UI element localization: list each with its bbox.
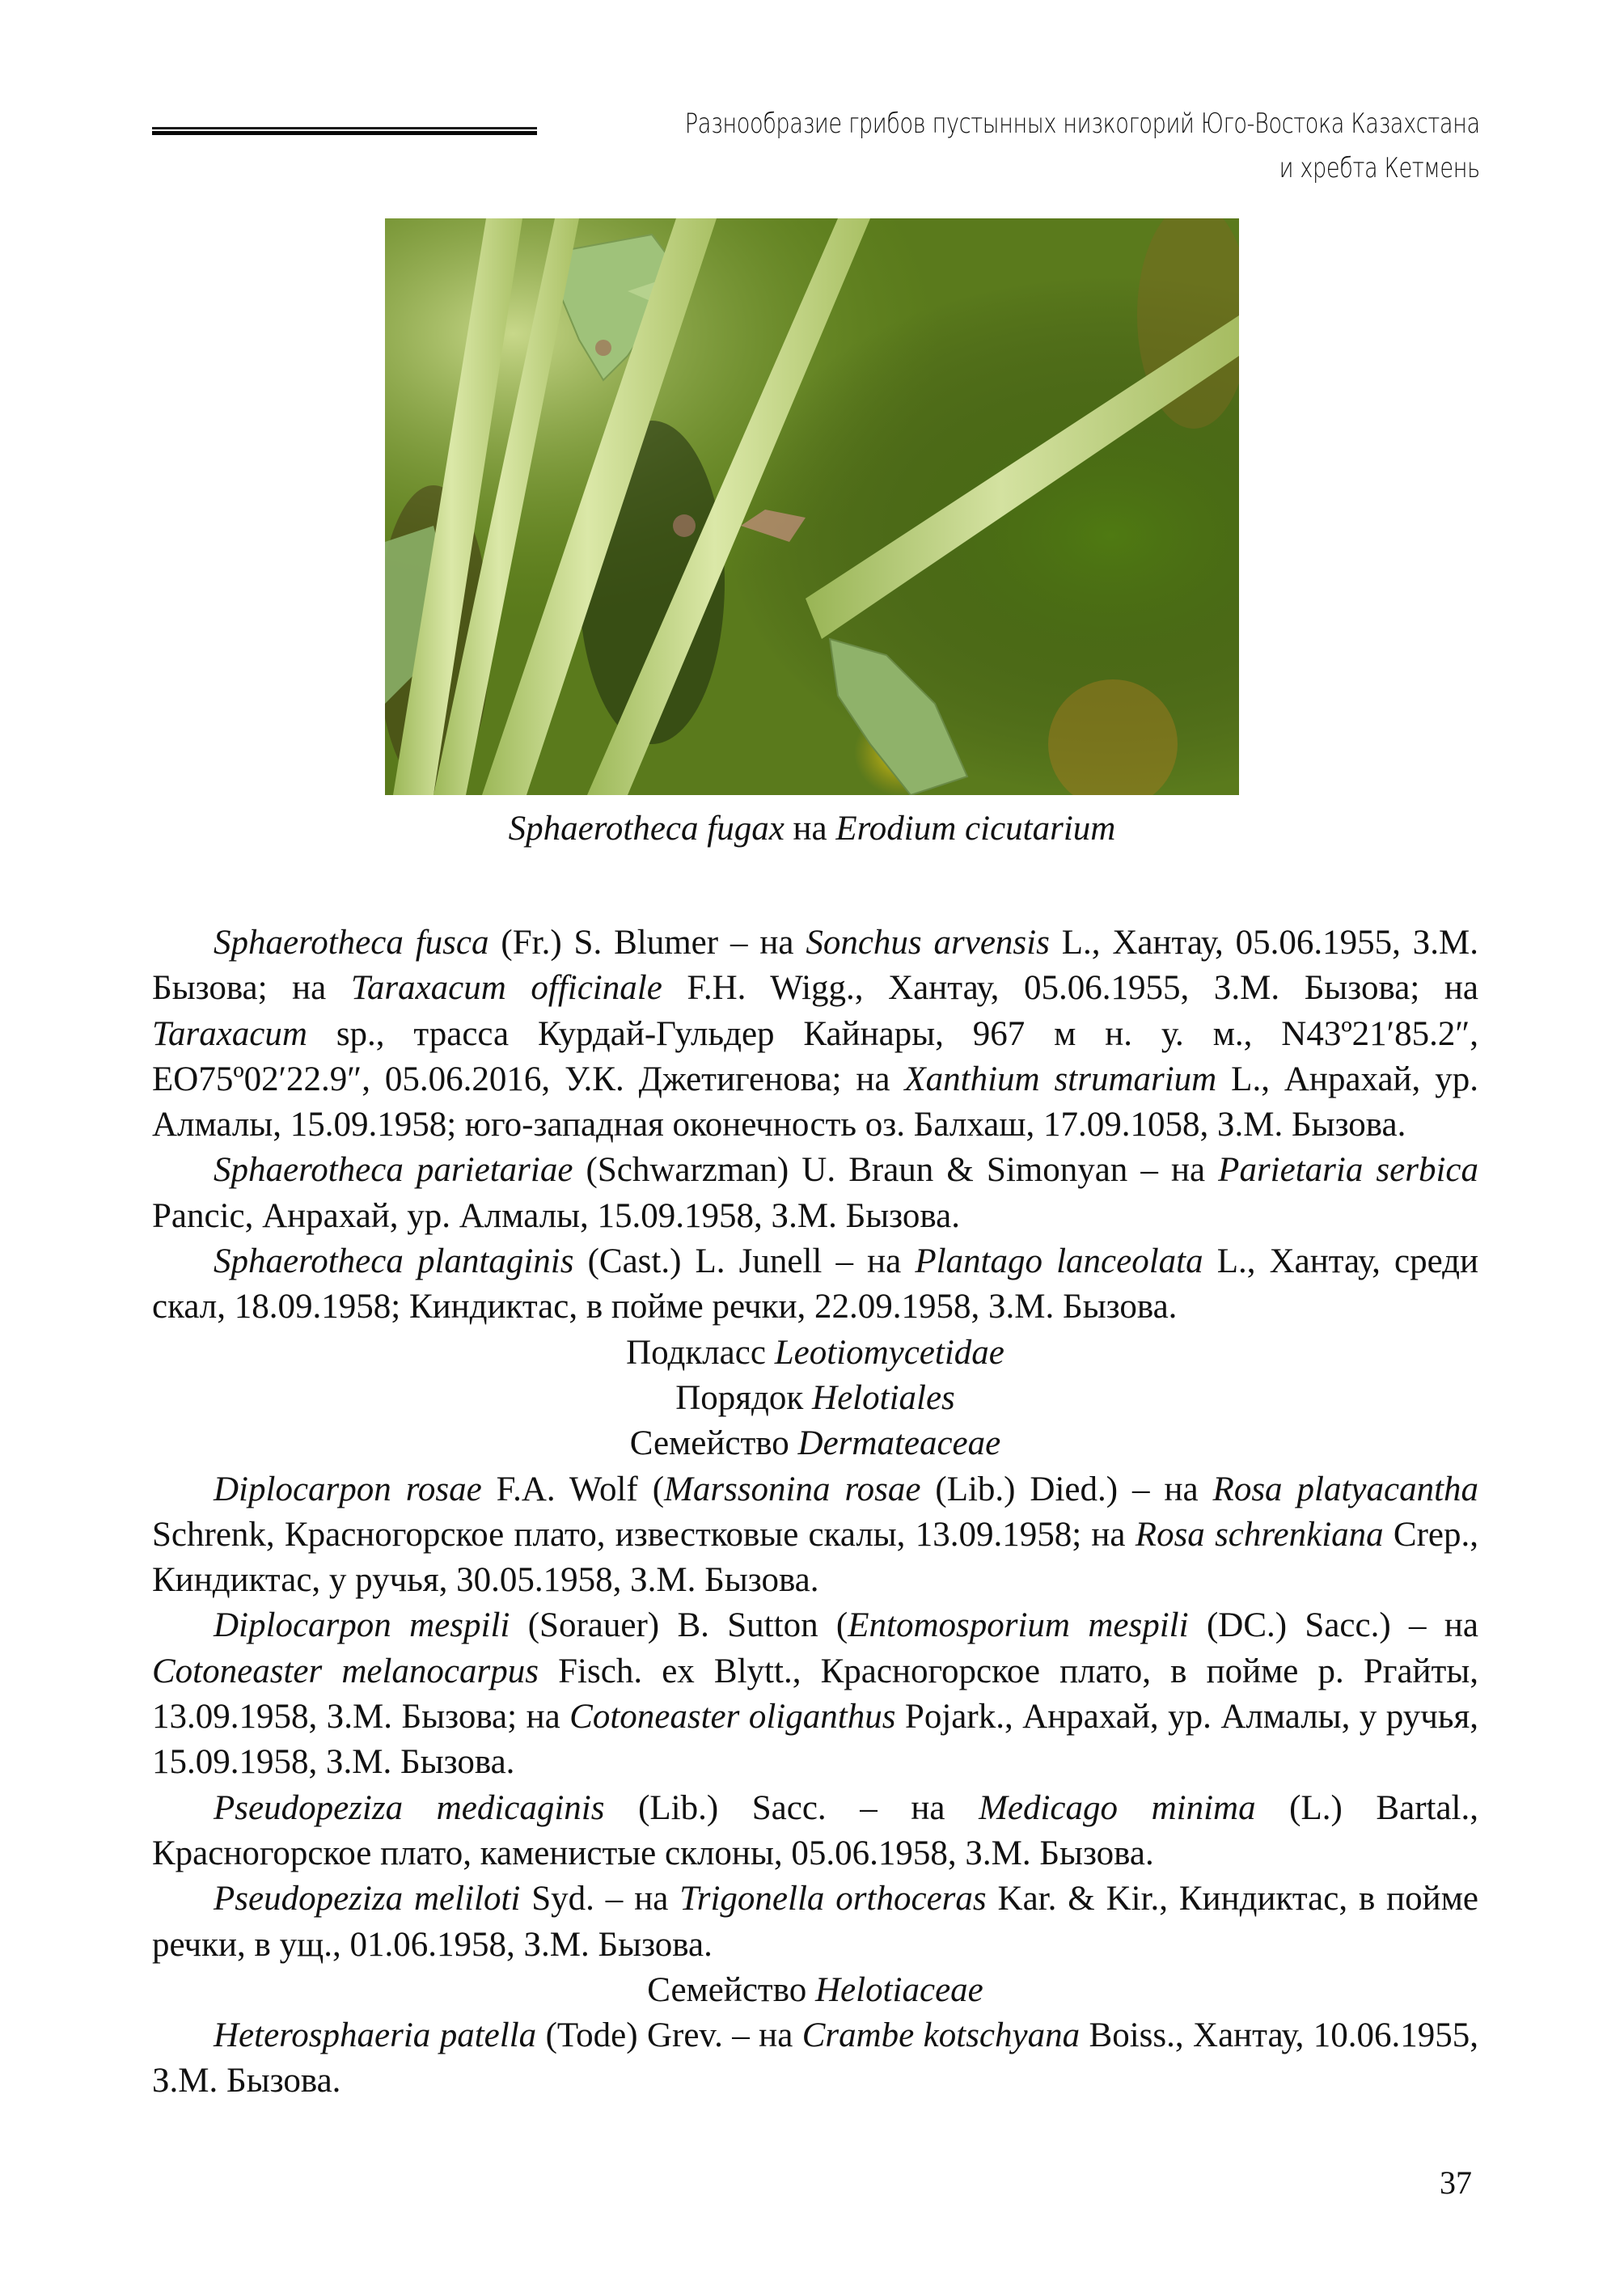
- latin-name: Rosa schrenkiana: [1135, 1515, 1384, 1554]
- header-rule-thin: [152, 127, 537, 129]
- latin-name: Diplocarpon mespili: [214, 1606, 510, 1645]
- latin-name: Taraxacum officinale: [350, 969, 662, 1008]
- entry-text: F.A. Wolf (: [481, 1470, 665, 1508]
- latin-name: Medicago minima: [979, 1788, 1256, 1827]
- entry-text: Fisch. ex Blytt., Красногорское плато, в пойме р. Ргайты, 13.09.1958, З.М. Бызова; на: [152, 1652, 1478, 1737]
- latin-name: Sphaerotheca fusca: [214, 924, 489, 962]
- taxon-heading: [152, 1331, 1478, 1376]
- latin-name: Plantago lanceolata: [915, 1242, 1203, 1281]
- latin-name: Pseudopeziza medicaginis: [214, 1788, 605, 1827]
- latin-name: Pseudopeziza meliloti: [214, 1880, 521, 1919]
- entry-text: Pojark., Анрахай, ур. Алмалы, у ручья, 15.09.1958, З.М. Бызова.: [152, 1698, 1478, 1782]
- species-entry: [152, 920, 1478, 1148]
- latin-name: Cotoneaster oliganthus: [569, 1698, 896, 1737]
- running-head-line-1: Разнообразие грибов пустынных низкогорий Юго-Востока Казахстана: [684, 108, 1480, 140]
- latin-name: Taraxacum: [152, 1014, 307, 1053]
- latin-name: Parietaria serbica: [1218, 1151, 1479, 1190]
- latin-name: Entomosporium mespili: [848, 1606, 1189, 1645]
- species-entry: [152, 1467, 1478, 1604]
- latin-name: Diplocarpon rosae: [214, 1470, 482, 1508]
- latin-name: Sphaerotheca plantaginis: [214, 1242, 574, 1281]
- figure-photo: [385, 218, 1239, 795]
- entry-text: (Lib.) Sacc. – на: [604, 1788, 979, 1827]
- entry-text: (Fr.) S. Blumer – на: [488, 924, 806, 962]
- figure-caption: [0, 809, 1624, 849]
- running-head-line-2: и хребта Кетмень: [1279, 152, 1480, 184]
- latin-name: Leotiomycetidae: [774, 1333, 1004, 1372]
- latin-name: Heterosphaeria patella: [214, 2016, 537, 2055]
- entry-text: L., Хантау, среди скал, 18.09.1958; Киндиктас, в пойме речки, 22.09.1958, З.М. Бызова.: [152, 1242, 1478, 1326]
- entry-text: (L.) Bartal., Красногорское плато, каменистые склоны, 05.06.1958, З.М. Бызова.: [152, 1788, 1478, 1872]
- species-entry: [152, 1603, 1478, 1785]
- latin-name: Xanthium strumarium: [904, 1060, 1217, 1098]
- entry-text: sp., трасса Курдай-Гульдер Кайнары, 967 м н. у. м., N43º21′85.2″, EO75º02′22.9″, 05.06.2016, У.К. Джетигенова; на: [152, 1014, 1478, 1098]
- entry-text: Семейство: [629, 1424, 798, 1463]
- species-entry: [152, 1786, 1478, 1877]
- latin-name: Sonchus arvensis: [806, 924, 1050, 962]
- header-rule-thick: [152, 131, 537, 135]
- latin-name: Marssonina rosae: [664, 1470, 921, 1508]
- caption-fungus-name: Sphaerotheca fugax: [508, 810, 785, 848]
- entry-text: (Schwarzman) U. Braun & Simonyan – на: [573, 1151, 1219, 1190]
- latin-name: Crambe kotschyana: [801, 2016, 1081, 2055]
- species-entry: [152, 1876, 1478, 1968]
- entry-text: (DC.) Sacc.) – на: [1188, 1606, 1479, 1645]
- entry-text: (Tode) Grev. – на: [536, 2016, 802, 2055]
- entry-text: Kar. & Kir., Киндиктас, в пойме речки, в ущ., 01.06.1958, З.М. Бызова.: [152, 1880, 1478, 1964]
- caption-host-name: Erodium cicutarium: [835, 810, 1116, 848]
- entry-text: Подкласс: [626, 1333, 775, 1372]
- entry-text: Pancic, Анрахай, ур. Алмалы, 15.09.1958, З.М. Бызова.: [152, 1196, 960, 1235]
- taxon-heading: [152, 1968, 1478, 2013]
- taxon-heading: [152, 1421, 1478, 1466]
- latin-name: Sphaerotheca parietariae: [214, 1151, 573, 1190]
- latin-name: Trigonella orthoceras: [679, 1880, 987, 1919]
- species-entry: [152, 2013, 1478, 2105]
- entry-text: L., Хантау, 05.06.1955, З.М. Бызова; на: [152, 924, 1478, 1008]
- latin-name: Helotiaceae: [815, 1970, 983, 2009]
- entry-text: F.H. Wigg., Хантау, 05.06.1955, З.М. Бызова; на: [662, 969, 1478, 1008]
- entry-text: Boiss., Хантау, 10.06.1955, З.М. Бызова.: [152, 2016, 1478, 2101]
- entry-text: Schrenk, Красногорское плато, известковые скалы, 13.09.1958; на: [152, 1515, 1136, 1554]
- entry-text: (Lib.) Died.) – на: [920, 1470, 1213, 1508]
- latin-name: Helotiales: [812, 1378, 955, 1417]
- caption-connector: на: [784, 810, 836, 848]
- entry-text: Syd. – на: [520, 1880, 680, 1919]
- entry-text: (Sorauer) B. Sutton (: [510, 1606, 848, 1645]
- entry-text: (Cast.) L. Junell – на: [573, 1242, 916, 1281]
- body-text: [152, 920, 1478, 2105]
- species-entry: [152, 1239, 1478, 1331]
- page-number: 37: [1440, 2164, 1472, 2201]
- entry-text: L., Анрахай, ур. Алмалы, 15.09.1958; юго-западная оконечность оз. Балхаш, 17.09.1058, З.М. Бызова.: [152, 1060, 1478, 1144]
- plant-photo-illustration: [385, 218, 1239, 795]
- latin-name: Dermateaceae: [797, 1424, 1001, 1463]
- entry-text: Семейство: [647, 1970, 815, 2009]
- entry-text: Порядок: [675, 1378, 813, 1417]
- species-entry: [152, 1148, 1478, 1239]
- latin-name: Cotoneaster melanocarpus: [152, 1652, 539, 1690]
- latin-name: Rosa platyacantha: [1212, 1470, 1479, 1508]
- entry-text: Crep., Киндиктас, у ручья, 30.05.1958, З.М. Бызова.: [152, 1515, 1479, 1600]
- taxon-heading: [152, 1376, 1478, 1421]
- running-head: [685, 102, 1480, 191]
